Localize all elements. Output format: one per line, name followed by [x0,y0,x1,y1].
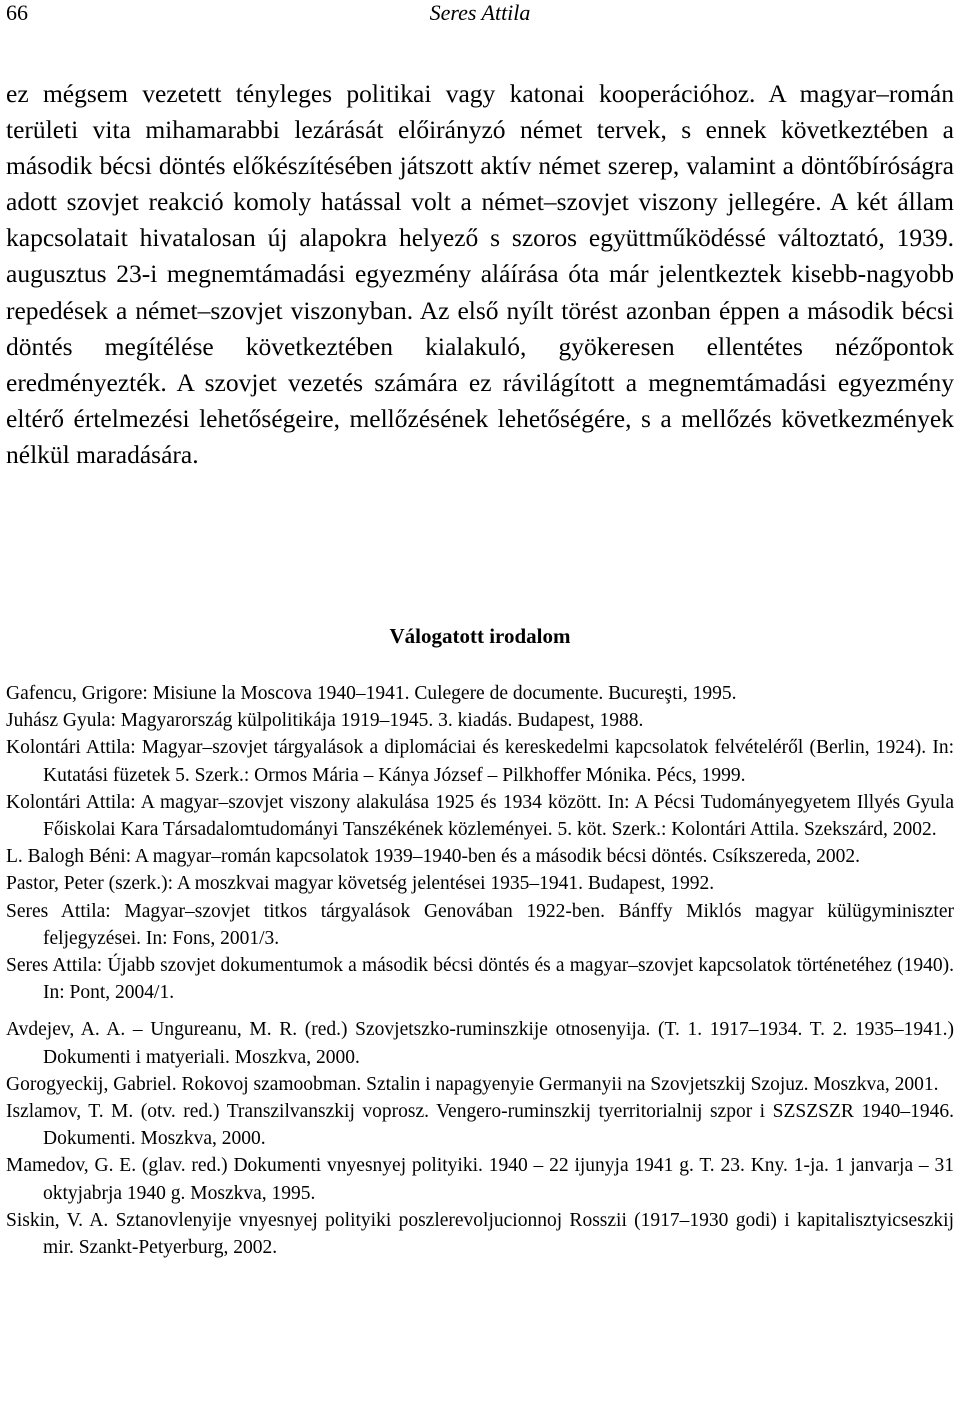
page-header [6,0,954,28]
bibliography-entry: Kolontári Attila: Magyar–szovjet tárgyalások a diplomáciai és kereskedelmi kapcsolatok felvételéről (Berlin, 1924). In: Kutatási füzetek 5. Szerk.: Ormos Mária – Kánya József – Pilkhoffer Mónika. Pécs, 1999. [6,737,954,786]
bibliography-entry: Pastor, Peter (szerk.): A moszkvai magyar követség jelentései 1935–1941. Budapest, 1992. [6,873,715,895]
bibliography-entry: Siskin, V. A. Sztanovlenyije vnyesnyej polityiki poszlerevoljucionnoj Rosszii (1917–1930 godi) i kapitalisztyicseszkij mir. Szankt-Petyerburg, 2002. [6,1209,954,1259]
bibliography-title: Válogatott irodalom [389,624,571,648]
bibliography-entry: Kolontári Attila: A magyar–szovjet viszony alakulása 1925 és 1934 között. In: A Pécsi Tudományegyetem Illyés Gyula Főiskolai Kara Társadalomtudományi Tanszékének közleményei. 5. köt. Szerk.: Kolontári Attila. Szekszárd, 2002. [6,791,954,841]
bibliography-entry: Iszlamov, T. M. (otv. red.) Transzilvanszkij voprosz. Vengero-ruminszkij tyerritorialnij szpor i SZSZSZR 1940–1946. Dokumenti. Moszkva, 2000. [6,1101,954,1150]
bibliography-entry: L. Balogh Béni: A magyar–román kapcsolatok 1939–1940-ben és a második bécsi döntés. Csíkszereda, 2002. [6,846,861,868]
page-number: 66 [6,0,28,25]
bibliography-entry: Juhász Gyula: Magyarország külpolitikája 1919–1945. 3. kiadás. Budapest, 1988. [6,710,644,732]
bibliography-entry: Gafencu, Grigore: Misiune la Moscova 1940–1941. Culegere de documente. Bucureşti, 1995. [6,683,737,704]
body-paragraph: ez mégsem vezetett tényleges politikai vagy katonai kooperációhoz. A magyar–román területi vita mihamarabbi lezárását előirányzó német tervek, s ennek következtében a második bécsi döntés előkészítésében játszott aktív német szerep, valamint a döntőbíróságra adott szovjet reakció komoly hatással volt a német–szovjet viszony jellegére. A két állam kapcsolatait hivatalosan új alapokra helyező s szoros együttműködéssé változtató, 1939. augusztus 23-i megnemtámadási egyezmény aláírása óta már jelentkeztek kisebb-nagyobb repedések a német–szovjet viszonyban. Az első nyílt törést azonban éppen a második bécsi döntés megítélése következtében kialakuló, gyökeresen ellentétes nézőpontok eredményezték. A szovjet vezetés számára ez rávilágított a megnemtámadási egyezmény eltérő értelmezési lehetőségeire, mellőzésének lehetőségére, s a mellőzés következmények nélkül maradására. [6,79,954,469]
bibliography-entry: Avdejev, A. A. – Ungureanu, M. R. (red.) Szovjetszko-ruminszkije otnosenyija. (T. 1. 1917–1934. T. 2. 1935–1941.) Dokumenti i matyeriali. Moszkva, 2000. [6,1019,954,1068]
bibliography-entry: Gorogyeckij, Gabriel. Rokovoj szamoobman. Sztalin i napagyenyie Germanyii na Szovjetszkij Szojuz. Moszkva, 2001. [6,1073,939,1095]
bibliography-entry: Mamedov, G. E. (glav. red.) Dokumenti vnyesnyej polityiki. 1940 – 22 ijunyja 1941 g. T. 23. Kny. 1-ja. 1 janvarja – 31 oktyjabrja 1940 g. Moszkva, 1995. [6,1155,954,1204]
bibliography-entry: Seres Attila: Magyar–szovjet titkos tárgyalások Genovában 1922-ben. Bánffy Miklós magyar külügyminiszter feljegyzései. In: Fons, 2001/3. [6,900,954,949]
bibliography-list [6,680,954,1261]
bibliography-entry: Seres Attila: Újabb szovjet dokumentumok a második bécsi döntés és a magyar–szovjet kapcsolatok történetéhez (1940). In: Pont, 2004/1. [6,955,954,1004]
running-head: Seres Attila [429,0,531,25]
